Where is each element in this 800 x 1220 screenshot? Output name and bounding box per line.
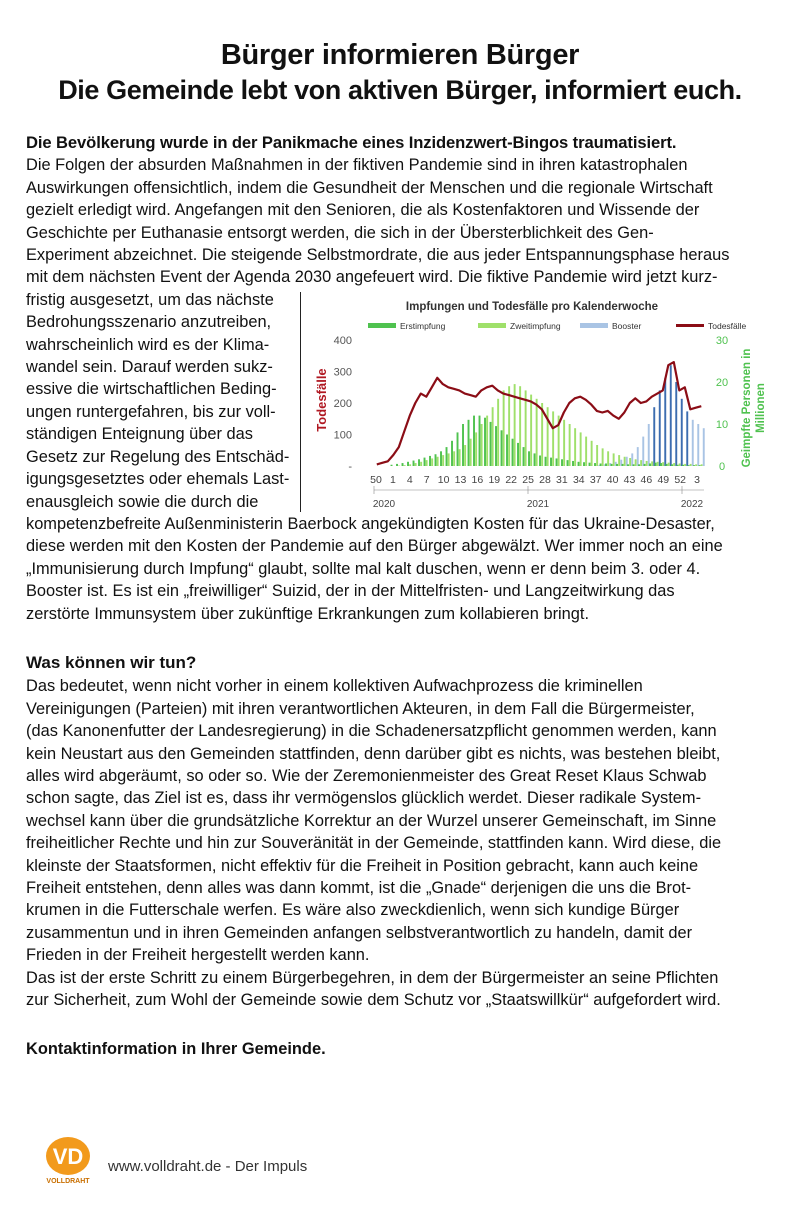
x-tick: 10 [437, 474, 450, 486]
text-line: Booster ist. Es ist ein „freiwilliger“ Suizid, der in der Mittelfristen- und Langzeitwirkung das [26, 582, 675, 601]
bar-zweitimpfung [602, 448, 604, 466]
bar-zweitimpfung [618, 455, 620, 466]
y-left-tick: 200 [333, 398, 352, 410]
x-tick: 37 [589, 474, 602, 486]
year-label: 2022 [680, 499, 704, 510]
text-line: kompetenzbefreite Außenministerin Baerbock angekündigten Kosten für das Ukraine-Desaster, [26, 514, 715, 533]
bar-erstimpfung [539, 456, 541, 467]
text-line: enausgleich sowie die durch die [26, 492, 259, 511]
text-line: Gesetz zur Regelung des Entschäd- [26, 447, 290, 466]
bar-zweitimpfung [459, 449, 461, 466]
bar-zweitimpfung [448, 453, 450, 466]
legend-label: Todesfälle [708, 321, 747, 331]
bar-erstimpfung [495, 426, 497, 466]
bar-erstimpfung [616, 464, 618, 466]
bar-erstimpfung [561, 459, 563, 466]
bar-erstimpfung [545, 457, 547, 466]
chart-legend [368, 321, 747, 331]
intro-paragraph [26, 154, 778, 288]
bar-erstimpfung [567, 460, 569, 466]
bar-erstimpfung [479, 416, 481, 466]
bar-erstimpfung [649, 463, 651, 466]
bar-zweitimpfung [679, 463, 681, 466]
text-line: alles wird abgeräumt, so oder so. Wie der Zeremonienmeister des Great Reset Klaus Schwab [26, 767, 707, 786]
bar-erstimpfung [490, 422, 492, 466]
bar-zweitimpfung [536, 399, 538, 466]
y-right-tick: 30 [715, 335, 729, 347]
section-heading: Was können wir tun? [26, 653, 197, 672]
bar-zweitimpfung [569, 424, 571, 466]
bar-zweitimpfung [624, 457, 626, 466]
y-left-tick: 400 [333, 335, 352, 347]
bar-booster [670, 365, 672, 466]
bar-zweitimpfung [668, 463, 670, 466]
x-tick: 1 [389, 474, 396, 486]
bar-zweitimpfung [503, 390, 505, 466]
bar-zweitimpfung [481, 424, 483, 466]
page-title: Bürger informieren Bürger [220, 39, 580, 71]
bar-erstimpfung [402, 463, 404, 466]
bar-zweitimpfung [525, 390, 527, 466]
bar-booster [675, 382, 677, 466]
bar-zweitimpfung [591, 441, 593, 466]
bar-zweitimpfung [404, 465, 406, 466]
chart-line [377, 362, 702, 464]
legend-label: Erstimpfung [400, 321, 446, 331]
text-line: (das Kanonenfutter der Landesregierung) in die Schadenersatzpflicht genommen werden, kann [26, 722, 717, 741]
bar-zweitimpfung [607, 451, 609, 466]
text-line: schon sagte, das Ziel ist es, dass ihr vermögenslos glücklich werdet. Dieser radikale System- [26, 789, 702, 808]
bar-erstimpfung [682, 465, 684, 466]
bar-erstimpfung [644, 464, 646, 466]
bar-zweitimpfung [690, 464, 692, 466]
text-line: Frieden in der Freiheit hergestellt werden kann. [26, 946, 370, 965]
text-line: kein Neustart aus den Gemeinden stattfinden, denn darüber gibt es nichts, was bestehen bleibt, [26, 744, 721, 763]
text-line: Bedrohungsszenario anzutreiben, [26, 313, 272, 332]
bar-erstimpfung [413, 461, 415, 466]
bar-erstimpfung [677, 465, 679, 466]
text-line: Vereinigungen (Parteien) mit ihren verantwortlichen Akteuren, in dem Fall die Bürgermeister, [26, 699, 695, 718]
bar-zweitimpfung [695, 464, 697, 466]
bar-erstimpfung [611, 464, 613, 466]
bar-booster [653, 407, 655, 466]
text-line: diese werden mit den Kosten der Pandemie auf den Bürger abgewälzt. Wer immer noch an eine [26, 537, 723, 556]
x-tick: 28 [539, 474, 551, 486]
text-line: zerstörte Immunsystem über zukünftige Erkrankungen zum kollabieren bringt. [26, 604, 590, 623]
bar-zweitimpfung [415, 463, 417, 466]
bar-erstimpfung [622, 464, 624, 466]
chart-divider [300, 292, 301, 512]
section-2-text [26, 675, 778, 1011]
continuation-paragraph [26, 513, 778, 625]
legend-label: Booster [612, 321, 642, 331]
y-right-tick: 0 [718, 461, 726, 473]
legend-swatch [478, 323, 506, 328]
bar-booster [648, 424, 650, 466]
x-tick: 25 [522, 474, 534, 486]
website-link[interactable]: www.volldraht.de - Der Impuls [108, 1158, 308, 1175]
text-line: kleinste der Staatsformen, nicht effektiv für die Freiheit in Position gebracht, kann auch keine [26, 856, 699, 875]
x-tick: 34 [572, 474, 585, 486]
text-line: Experiment abzeichnet. Die steigende Selbstmordrate, die aus jeder Entspannungsphase heraus [26, 246, 730, 265]
bar-erstimpfung [550, 458, 552, 466]
bar-erstimpfung [578, 462, 580, 466]
vaccination-deaths-chart [302, 290, 782, 522]
volldraht-logo[interactable] [42, 1136, 102, 1186]
text-line: Das ist der erste Schritt zu einem Bürgerbegehren, in dem der Bürgermeister an seine Pflichten [26, 968, 719, 987]
text-line: zusammentun und in ihren Gemeinden anfangen selbstverantwortlich zu handeln, damit der [26, 923, 693, 942]
text-line: wahrscheinlich wird es der Klima- [26, 335, 270, 354]
bar-zweitimpfung [420, 462, 422, 466]
bar-erstimpfung [451, 441, 453, 466]
bar-booster [703, 428, 705, 466]
bar-erstimpfung [688, 465, 690, 466]
bar-booster [659, 390, 661, 466]
footer [42, 1136, 442, 1186]
bar-erstimpfung [583, 462, 585, 466]
bar-erstimpfung [457, 432, 459, 466]
bar-erstimpfung [660, 463, 662, 466]
bar-zweitimpfung [596, 445, 598, 466]
bar-erstimpfung [517, 443, 519, 466]
bar-zweitimpfung [508, 386, 510, 466]
bar-booster [692, 420, 694, 466]
legend-label: Zweitimpfung [510, 321, 561, 331]
bar-erstimpfung [435, 454, 437, 466]
text-line: Die Folgen der absurden Maßnahmen in der fiktiven Pandemie sind in ihren katastrophalen [26, 156, 688, 175]
bar-erstimpfung [396, 464, 398, 466]
bar-booster [631, 453, 633, 466]
y-right-label: Geimpfte Personen in [741, 348, 753, 468]
bar-erstimpfung [506, 435, 508, 467]
y-left-label: Todesfälle [314, 368, 329, 432]
x-tick: 3 [694, 474, 701, 486]
bar-zweitimpfung [442, 455, 444, 466]
bar-zweitimpfung [453, 451, 455, 466]
bar-erstimpfung [462, 424, 464, 466]
year-label: 2020 [372, 499, 396, 510]
text-line: essive die wirtschaftlichen Beding- [26, 380, 277, 399]
text-line: mit dem nächsten Event der Agenda 2030 angefeuert wird. Die fiktive Pandemie wird jetzt kurz- [26, 268, 718, 287]
bar-erstimpfung [605, 463, 607, 466]
x-tick: 31 [556, 474, 568, 486]
bar-zweitimpfung [552, 411, 554, 466]
bar-erstimpfung [446, 447, 448, 466]
bar-zweitimpfung [574, 428, 576, 466]
x-tick: 49 [657, 474, 670, 486]
y-right-tick: 10 [715, 419, 729, 431]
text-line: Geschichte per Euthanasie entsorgt werden, die sich in der Übersterblichkeit des Gen- [26, 223, 654, 242]
bar-erstimpfung [418, 459, 420, 466]
bar-zweitimpfung [431, 458, 433, 466]
x-tick: 43 [623, 474, 636, 486]
bar-erstimpfung [666, 464, 668, 466]
bar-booster [664, 378, 666, 466]
x-tick: 16 [471, 474, 484, 486]
text-line: wandel sein. Darauf werden sukz- [26, 358, 273, 377]
deaths-line [377, 362, 702, 464]
contact-info: Kontaktinformation in Ihrer Gemeinde. [26, 1040, 326, 1058]
chart-axes [314, 335, 767, 510]
bar-zweitimpfung [640, 460, 642, 466]
x-tick: 40 [606, 474, 619, 486]
bar-zweitimpfung [409, 464, 411, 466]
bar-zweitimpfung [646, 461, 648, 466]
bar-erstimpfung [556, 458, 558, 466]
bar-zweitimpfung [563, 420, 565, 466]
x-tick: 46 [640, 474, 653, 486]
bar-zweitimpfung [475, 432, 477, 466]
bar-zweitimpfung [657, 462, 659, 466]
bar-zweitimpfung [684, 464, 686, 466]
bar-zweitimpfung [673, 463, 675, 466]
bar-zweitimpfung [585, 437, 587, 466]
bar-zweitimpfung [613, 453, 615, 466]
bar-erstimpfung [699, 465, 701, 466]
bar-erstimpfung [594, 463, 596, 466]
bar-erstimpfung [655, 463, 657, 466]
bar-erstimpfung [473, 416, 475, 466]
bar-erstimpfung [633, 464, 635, 466]
text-line: Auswirkungen offensichtlich, indem die Gesundheit der Menschen und die regionale Wirtschaft [26, 178, 713, 197]
bar-erstimpfung [468, 420, 470, 466]
legend-swatch [580, 323, 608, 328]
text-line: „Immunisierung durch Impfung“ glaubt, sollte mal kalt duschen, wenn er denn beim 3. oder 4. [26, 559, 701, 578]
bar-zweitimpfung [497, 399, 499, 466]
chart-title: Impfungen und Todesfälle pro Kalenderwoche [405, 301, 659, 313]
x-tick: 7 [423, 474, 430, 486]
bar-zweitimpfung [635, 459, 637, 466]
bar-zweitimpfung [426, 460, 428, 466]
y-left-tick: - [348, 461, 352, 473]
lead-paragraph: Die Bevölkerung wurde in der Panikmache eines Inzidenzwert-Bingos traumatisiert. [26, 133, 677, 152]
x-tick: 52 [674, 474, 687, 486]
text-line: Freiheit entstehen, denn alles was dann kommt, ist die „Gnade“ derjenigen die uns die Brot- [26, 879, 692, 898]
bar-zweitimpfung [437, 457, 439, 466]
bar-booster [681, 399, 683, 466]
bar-booster [697, 424, 699, 466]
bar-erstimpfung [440, 451, 442, 466]
bar-zweitimpfung [629, 458, 631, 466]
bar-zweitimpfung [530, 395, 532, 466]
bar-zweitimpfung [580, 432, 582, 466]
logo-letters: VD [52, 1144, 84, 1169]
text-line: krumen in die Futterschale werfen. Es wäre also zweckdienlich, wenn sich kundige Bürger [26, 901, 680, 920]
bar-erstimpfung [501, 430, 503, 466]
chart-svg [302, 290, 782, 522]
x-tick: 4 [406, 474, 413, 486]
y-right-label: Millionen [755, 383, 767, 433]
y-left-tick: 100 [333, 429, 352, 442]
y-right-tick: 20 [715, 377, 729, 389]
text-line: gezielt erledigt wird. Angefangen mit den Senioren, die als Kostenfaktoren und Wissende der [26, 201, 700, 220]
bar-zweitimpfung [492, 407, 494, 466]
bar-erstimpfung [638, 464, 640, 466]
bar-erstimpfung [429, 456, 431, 466]
bar-booster [637, 447, 639, 466]
bar-erstimpfung [523, 447, 525, 466]
text-line: ungen runtergefahren, bis zur voll- [26, 402, 276, 421]
chart-bars [391, 365, 705, 466]
bar-zweitimpfung [470, 439, 472, 466]
bar-erstimpfung [484, 418, 486, 466]
text-line: ständigen Enteignung über das [26, 425, 253, 444]
x-tick: 50 [370, 474, 382, 486]
bar-zweitimpfung [486, 416, 488, 466]
x-tick: 22 [505, 474, 518, 486]
bar-zweitimpfung [662, 462, 664, 466]
bar-erstimpfung [671, 464, 673, 466]
bar-erstimpfung [589, 463, 591, 466]
legend-swatch [368, 323, 396, 328]
legend-swatch [676, 324, 704, 327]
text-line: freiheitlicher Rechte und hin zur Souveränität in der Gemeinde, stattfinden kann. Wird diese, die [26, 834, 722, 853]
text-line: igungsgesetztes oder ehemals Last- [26, 470, 290, 489]
y-left-tick: 300 [333, 366, 352, 379]
bar-erstimpfung [512, 439, 514, 466]
bar-zweitimpfung [464, 445, 466, 466]
text-line: wechsel kann über die grundsätzliche Korrektur an der Wurzel unserer Gemeinschaft, im Sinne [26, 811, 717, 830]
bar-booster [642, 437, 644, 466]
bar-erstimpfung [693, 465, 695, 466]
text-line: zur Sicherheit, zum Wohl der Gemeinde sowie dem Schutz vor „Staatswillkür“ aufgefordert wird. [26, 991, 721, 1010]
bar-erstimpfung [424, 458, 426, 466]
bar-erstimpfung [572, 461, 574, 466]
bar-erstimpfung [534, 453, 536, 466]
bar-zweitimpfung [701, 464, 703, 466]
bar-booster [686, 411, 688, 466]
bar-erstimpfung [600, 463, 602, 466]
bar-erstimpfung [407, 462, 409, 466]
article-section-2 [26, 652, 778, 1012]
x-tick: 13 [454, 474, 467, 486]
bar-erstimpfung [391, 465, 393, 466]
logo-wordmark: VOLLDRAHT [46, 1178, 90, 1185]
text-line: fristig ausgesetzt, um das nächste [26, 290, 274, 309]
bar-erstimpfung [627, 464, 629, 466]
year-label: 2021 [526, 499, 550, 510]
page-subtitle: Die Gemeinde lebt von aktiven Bürger, informiert euch. [58, 75, 742, 105]
x-tick: 19 [488, 474, 501, 486]
bar-erstimpfung [528, 451, 530, 466]
text-line: Das bedeutet, wenn nicht vorher in einem kollektiven Aufwachprozess die kriminellen [26, 677, 643, 696]
bar-zweitimpfung [651, 461, 653, 466]
wrapped-paragraph [26, 289, 304, 513]
